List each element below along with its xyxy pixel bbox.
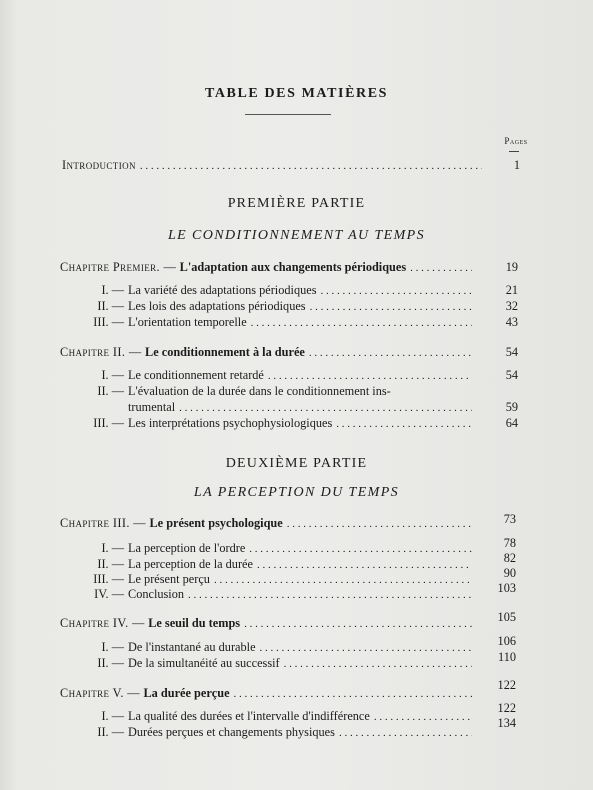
toc-entry-chapter-4[interactable] xyxy=(60,616,476,631)
part-subtitle: LA PERCEPTION DU TEMPS xyxy=(193,485,400,500)
leader-dots xyxy=(244,618,472,630)
page-number: 82 xyxy=(503,551,516,565)
toc-entry-section[interactable]: III. — Les interprétations psychophysiologiques . . . xyxy=(80,416,476,431)
title-rule xyxy=(245,114,331,115)
page-title: TABLE DES MATIÈRES xyxy=(204,86,389,101)
pages-header-dash xyxy=(509,151,519,152)
page-number: 21 xyxy=(505,283,518,297)
page-number: 106 xyxy=(497,634,516,648)
chapter-label: Chapitre Premier. — L'adaptation aux changements périodiques xyxy=(60,260,407,274)
part-title: PREMIÈRE PARTIE xyxy=(227,196,366,211)
toc-entry-chapter-3[interactable] xyxy=(60,516,476,531)
toc-entry-chapter-5[interactable] xyxy=(60,686,476,701)
page-number: 122 xyxy=(497,701,516,715)
part-subtitle: LE CONDITIONNEMENT AU TEMPS xyxy=(167,228,426,243)
page-number: 73 xyxy=(503,512,516,526)
page-number: 43 xyxy=(505,315,518,329)
toc-entry-chapter-1[interactable] xyxy=(60,260,476,275)
leader-dots xyxy=(287,518,472,530)
page-number: 54 xyxy=(505,345,518,359)
page-number: 32 xyxy=(505,299,518,313)
leader-dots xyxy=(260,642,472,654)
toc-entry-chapter-2[interactable] xyxy=(60,345,476,360)
page-number: 78 xyxy=(503,536,516,550)
page-number: 122 xyxy=(497,678,516,692)
leader-dots xyxy=(284,658,472,670)
page-number: 110 xyxy=(498,650,516,664)
toc-entry-section[interactable]: I. — Le conditionnement retardé . . . xyxy=(80,368,476,383)
chapter-label: Chapitre II. — Le conditionnement à la durée xyxy=(60,345,305,359)
leader-dots xyxy=(179,402,472,414)
chapter-label: Chapitre IV. — Le seuil du temps xyxy=(60,616,241,630)
toc-entry-section[interactable]: I. — La perception de l'ordre . . . xyxy=(80,541,476,556)
toc-entry-section[interactable]: II. — Les lois des adaptations périodiques . . . xyxy=(80,299,476,314)
leader-dots xyxy=(339,727,472,739)
chapter-label: Chapitre V. — La durée perçue xyxy=(60,686,230,700)
leader-dots xyxy=(309,347,472,359)
toc-entry-section[interactable]: I. — La qualité des durées et l'intervalle d'indifférence . . . xyxy=(80,709,476,724)
leader-dots xyxy=(214,574,472,586)
toc-entry-section[interactable]: III. — Le présent perçu . . . xyxy=(80,572,476,587)
leader-dots xyxy=(374,711,472,723)
entry-label: Introduction xyxy=(62,158,136,172)
leader-dots xyxy=(234,688,472,700)
page-number: 59 xyxy=(505,400,518,414)
page-number: 134 xyxy=(497,716,516,730)
leader-dots xyxy=(336,418,472,430)
toc-entry-section[interactable]: I. — La variété des adaptations périodiques . . . xyxy=(80,283,476,298)
leader-dots xyxy=(257,559,472,571)
page-number: 64 xyxy=(505,416,518,430)
toc-entry-section-continuation[interactable]: trumental . . . xyxy=(128,400,476,415)
page-number: 105 xyxy=(497,610,516,624)
toc-entry-section[interactable]: II. — De la simultanéité au successif . . . xyxy=(80,656,476,671)
toc-entry-section[interactable]: IV. — Conclusion . . . xyxy=(80,587,476,602)
leader-dots xyxy=(310,301,472,313)
toc-entry-introduction[interactable] xyxy=(62,158,486,173)
part-title: DEUXIÈME PARTIE xyxy=(225,456,368,471)
toc-entry-section-line[interactable]: II. — L'évaluation de la durée dans le conditionnement ins- xyxy=(97,384,391,398)
page-number: 103 xyxy=(497,581,516,595)
page-number: 90 xyxy=(503,566,516,580)
leader-dots xyxy=(410,262,472,274)
page-number: 1 xyxy=(513,158,520,172)
leader-dots xyxy=(251,317,472,329)
toc-entry-section[interactable]: II. — La perception de la durée . . . xyxy=(80,557,476,572)
page-number: 54 xyxy=(505,368,518,382)
chapter-label: Chapitre III. — Le présent psychologique xyxy=(60,516,283,530)
toc-entry-section[interactable]: II. — Durées perçues et changements physiques . . . xyxy=(80,725,476,740)
toc-entry-section[interactable]: I. — De l'instantané au durable . . . xyxy=(80,640,476,655)
leader-dots xyxy=(188,589,472,601)
leader-dots xyxy=(140,160,482,172)
leader-dots xyxy=(249,543,472,555)
toc-entry-section[interactable]: III. — L'orientation temporelle . . . xyxy=(80,315,476,330)
leader-dots xyxy=(320,285,472,297)
pages-column-header: Pages xyxy=(504,136,528,146)
page-number: 19 xyxy=(505,260,518,274)
leader-dots xyxy=(268,370,472,382)
